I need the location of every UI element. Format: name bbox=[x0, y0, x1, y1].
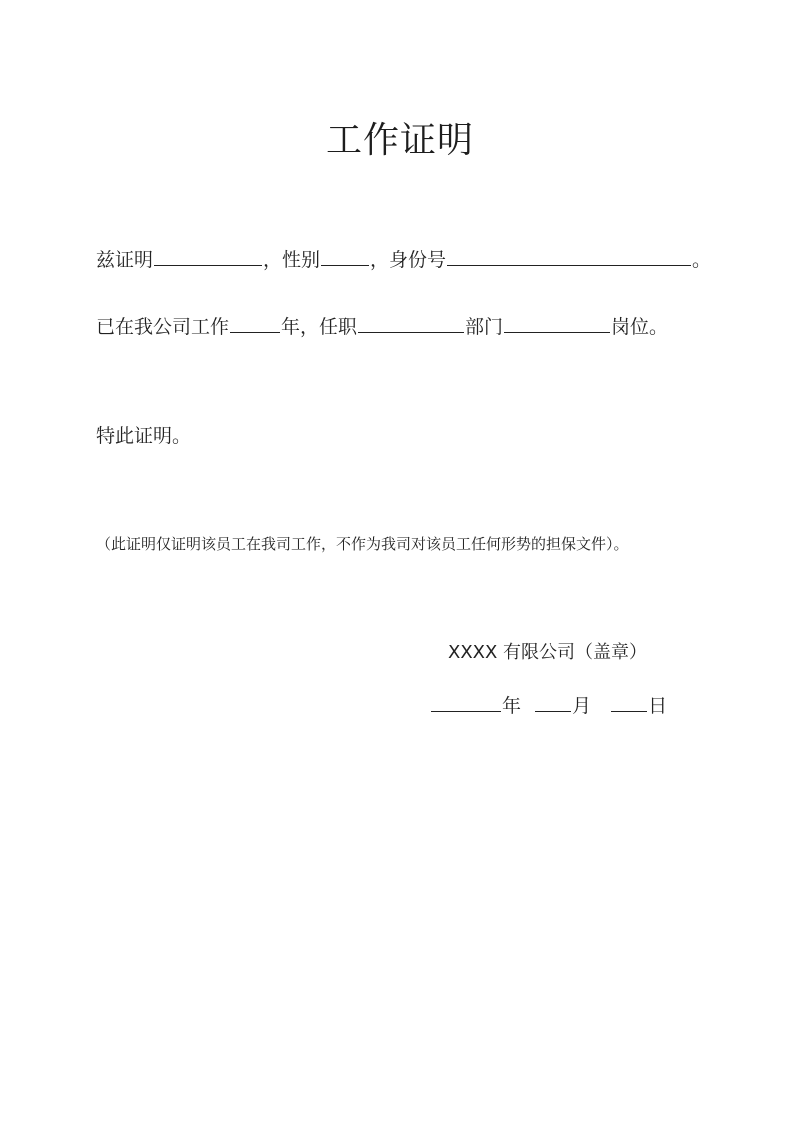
closing-statement: 特此证明。 bbox=[96, 425, 192, 447]
id-number-blank bbox=[447, 247, 691, 266]
department-blank bbox=[358, 314, 464, 333]
year-label: 年 bbox=[502, 695, 522, 717]
document-title: 工作证明 bbox=[325, 120, 474, 161]
position-label: 年，任职 bbox=[281, 316, 358, 338]
month-label: 月 bbox=[572, 695, 592, 717]
line1-period: 。 bbox=[692, 249, 712, 271]
id-number-label: ，身份号 bbox=[370, 249, 447, 271]
disclaimer-note: （此证明仅证明该员工在我司工作，不作为我司对该员工任何形势的担保文件）。 bbox=[96, 535, 629, 553]
month-blank bbox=[535, 693, 571, 712]
date-line bbox=[430, 691, 667, 718]
gender-label: ，性别 bbox=[263, 249, 321, 271]
identity-prefix: 兹证明 bbox=[96, 249, 154, 271]
employment-prefix: 已在我公司工作 bbox=[96, 316, 230, 338]
day-label: 日 bbox=[648, 695, 668, 717]
company-seal-line: XXXX 有限公司（盖章） bbox=[448, 642, 648, 663]
post-blank bbox=[504, 314, 610, 333]
year-blank bbox=[431, 693, 501, 712]
department-label: 部门 bbox=[465, 316, 504, 338]
name-blank bbox=[154, 247, 262, 266]
certificate-line-employment bbox=[96, 314, 668, 339]
certificate-line-identity bbox=[96, 247, 711, 272]
years-blank bbox=[230, 314, 280, 333]
gender-blank bbox=[321, 247, 369, 266]
day-blank bbox=[611, 693, 647, 712]
post-label: 岗位。 bbox=[611, 316, 669, 338]
